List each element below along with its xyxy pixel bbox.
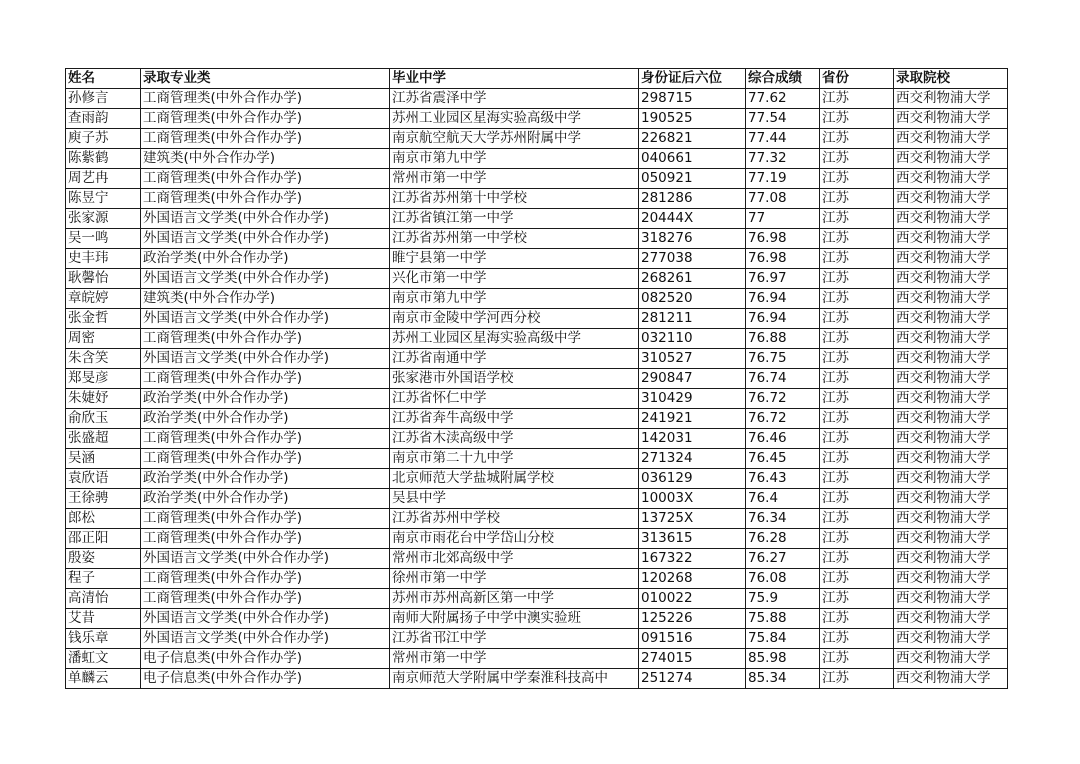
- cell-id-last-six: 268261: [639, 269, 746, 289]
- header-score: 综合成绩: [746, 69, 820, 89]
- cell-id-last-six: 310527: [639, 349, 746, 369]
- cell-major: 工商管理类(中外合作办学): [141, 529, 390, 549]
- cell-name: 郎松: [66, 509, 141, 529]
- cell-university: 西交利物浦大学: [894, 509, 1008, 529]
- cell-name: 俞欣玉: [66, 409, 141, 429]
- table-row: [66, 229, 1008, 249]
- cell-major: 外国语言文学类(中外合作办学): [141, 269, 390, 289]
- cell-university: 西交利物浦大学: [894, 529, 1008, 549]
- cell-major: 工商管理类(中外合作办学): [141, 369, 390, 389]
- cell-school: 南京市第九中学: [390, 149, 639, 169]
- cell-province: 江苏: [820, 489, 894, 509]
- cell-name: 袁欣语: [66, 469, 141, 489]
- cell-school: 江苏省镇江第一中学: [390, 209, 639, 229]
- cell-school: 南京市雨花台中学岱山分校: [390, 529, 639, 549]
- cell-major: 外国语言文学类(中外合作办学): [141, 209, 390, 229]
- cell-major: 工商管理类(中外合作办学): [141, 129, 390, 149]
- cell-school: 兴化市第一中学: [390, 269, 639, 289]
- cell-university: 西交利物浦大学: [894, 269, 1008, 289]
- table-row: [66, 649, 1008, 669]
- cell-name: 耿馨怡: [66, 269, 141, 289]
- cell-id-last-six: 281286: [639, 189, 746, 209]
- cell-name: 王徐骋: [66, 489, 141, 509]
- cell-province: 江苏: [820, 89, 894, 109]
- cell-id-last-six: 010022: [639, 589, 746, 609]
- cell-university: 西交利物浦大学: [894, 649, 1008, 669]
- cell-score: 76.94: [746, 309, 820, 329]
- cell-school: 常州市北郊高级中学: [390, 549, 639, 569]
- cell-id-last-six: 290847: [639, 369, 746, 389]
- header-name: 姓名: [66, 69, 141, 89]
- cell-province: 江苏: [820, 349, 894, 369]
- cell-name: 孙修言: [66, 89, 141, 109]
- cell-score: 76.08: [746, 569, 820, 589]
- table-row: [66, 329, 1008, 349]
- cell-school: 江苏省南通中学: [390, 349, 639, 369]
- cell-province: 江苏: [820, 649, 894, 669]
- cell-university: 西交利物浦大学: [894, 349, 1008, 369]
- cell-province: 江苏: [820, 669, 894, 689]
- cell-university: 西交利物浦大学: [894, 129, 1008, 149]
- header-university: 录取院校: [894, 69, 1008, 89]
- cell-id-last-six: 281211: [639, 309, 746, 329]
- cell-school: 南京师范大学附属中学秦淮科技高中: [390, 669, 639, 689]
- admission-list-sheet: [65, 68, 1007, 689]
- cell-school: 江苏省邗江中学: [390, 629, 639, 649]
- cell-id-last-six: 13725X: [639, 509, 746, 529]
- cell-major: 工商管理类(中外合作办学): [141, 109, 390, 129]
- table-row: [66, 669, 1008, 689]
- cell-score: 76.75: [746, 349, 820, 369]
- cell-school: 南师大附属扬子中学中澳实验班: [390, 609, 639, 629]
- cell-score: 76.72: [746, 389, 820, 409]
- cell-university: 西交利物浦大学: [894, 329, 1008, 349]
- cell-school: 常州市第一中学: [390, 649, 639, 669]
- cell-score: 75.88: [746, 609, 820, 629]
- cell-name: 吴涵: [66, 449, 141, 469]
- cell-name: 陈紫鹤: [66, 149, 141, 169]
- table-row: [66, 129, 1008, 149]
- cell-university: 西交利物浦大学: [894, 569, 1008, 589]
- admission-table: [65, 68, 1008, 689]
- cell-school: 江苏省奔牛高级中学: [390, 409, 639, 429]
- cell-id-last-six: 271324: [639, 449, 746, 469]
- cell-id-last-six: 20444X: [639, 209, 746, 229]
- cell-province: 江苏: [820, 509, 894, 529]
- cell-score: 75.84: [746, 629, 820, 649]
- table-row: [66, 609, 1008, 629]
- table-row: [66, 549, 1008, 569]
- cell-name: 邵正阳: [66, 529, 141, 549]
- cell-name: 郑旻彦: [66, 369, 141, 389]
- cell-school: 张家港市外国语学校: [390, 369, 639, 389]
- cell-province: 江苏: [820, 169, 894, 189]
- cell-school: 南京市金陵中学河西分校: [390, 309, 639, 329]
- cell-university: 西交利物浦大学: [894, 489, 1008, 509]
- header-id-last-six: 身份证后六位: [639, 69, 746, 89]
- cell-id-last-six: 313615: [639, 529, 746, 549]
- cell-province: 江苏: [820, 309, 894, 329]
- cell-school: 徐州市第一中学: [390, 569, 639, 589]
- table-row: [66, 429, 1008, 449]
- cell-score: 77.19: [746, 169, 820, 189]
- cell-id-last-six: 310429: [639, 389, 746, 409]
- cell-school: 吴县中学: [390, 489, 639, 509]
- cell-id-last-six: 274015: [639, 649, 746, 669]
- cell-university: 西交利物浦大学: [894, 669, 1008, 689]
- cell-id-last-six: 082520: [639, 289, 746, 309]
- cell-score: 76.98: [746, 229, 820, 249]
- cell-name: 高清怡: [66, 589, 141, 609]
- cell-score: 76.98: [746, 249, 820, 269]
- cell-major: 工商管理类(中外合作办学): [141, 169, 390, 189]
- table-row: [66, 309, 1008, 329]
- cell-major: 工商管理类(中外合作办学): [141, 589, 390, 609]
- cell-university: 西交利物浦大学: [894, 549, 1008, 569]
- cell-school: 南京市第二十九中学: [390, 449, 639, 469]
- cell-name: 史丰玮: [66, 249, 141, 269]
- cell-id-last-six: 050921: [639, 169, 746, 189]
- cell-name: 吴一鸣: [66, 229, 141, 249]
- cell-id-last-six: 298715: [639, 89, 746, 109]
- cell-province: 江苏: [820, 289, 894, 309]
- table-row: [66, 629, 1008, 649]
- cell-province: 江苏: [820, 189, 894, 209]
- cell-id-last-six: 120268: [639, 569, 746, 589]
- cell-school: 江苏省震泽中学: [390, 89, 639, 109]
- cell-province: 江苏: [820, 269, 894, 289]
- cell-major: 政治学类(中外合作办学): [141, 409, 390, 429]
- cell-name: 殷姿: [66, 549, 141, 569]
- cell-university: 西交利物浦大学: [894, 229, 1008, 249]
- cell-name: 周艺冉: [66, 169, 141, 189]
- cell-university: 西交利物浦大学: [894, 149, 1008, 169]
- table-row: [66, 529, 1008, 549]
- cell-school: 南京航空航天大学苏州附属中学: [390, 129, 639, 149]
- cell-school: 北京师范大学盐城附属学校: [390, 469, 639, 489]
- table-row: [66, 369, 1008, 389]
- cell-major: 外国语言文学类(中外合作办学): [141, 629, 390, 649]
- cell-score: 77: [746, 209, 820, 229]
- cell-name: 庾子苏: [66, 129, 141, 149]
- cell-university: 西交利物浦大学: [894, 309, 1008, 329]
- cell-major: 政治学类(中外合作办学): [141, 489, 390, 509]
- cell-province: 江苏: [820, 209, 894, 229]
- cell-id-last-six: 190525: [639, 109, 746, 129]
- cell-score: 85.98: [746, 649, 820, 669]
- cell-score: 76.97: [746, 269, 820, 289]
- cell-id-last-six: 251274: [639, 669, 746, 689]
- cell-university: 西交利物浦大学: [894, 449, 1008, 469]
- table-row: [66, 409, 1008, 429]
- table-row: [66, 89, 1008, 109]
- cell-score: 77.62: [746, 89, 820, 109]
- cell-university: 西交利物浦大学: [894, 469, 1008, 489]
- cell-id-last-six: 142031: [639, 429, 746, 449]
- cell-province: 江苏: [820, 569, 894, 589]
- cell-major: 政治学类(中外合作办学): [141, 469, 390, 489]
- cell-id-last-six: 226821: [639, 129, 746, 149]
- cell-university: 西交利物浦大学: [894, 249, 1008, 269]
- cell-id-last-six: 10003X: [639, 489, 746, 509]
- cell-name: 周密: [66, 329, 141, 349]
- cell-score: 77.32: [746, 149, 820, 169]
- cell-province: 江苏: [820, 249, 894, 269]
- cell-score: 76.28: [746, 529, 820, 549]
- cell-name: 章皖婷: [66, 289, 141, 309]
- cell-major: 政治学类(中外合作办学): [141, 389, 390, 409]
- table-row: [66, 509, 1008, 529]
- cell-university: 西交利物浦大学: [894, 109, 1008, 129]
- table-row: [66, 189, 1008, 209]
- cell-name: 钱乐章: [66, 629, 141, 649]
- cell-school: 江苏省苏州中学校: [390, 509, 639, 529]
- cell-score: 76.4: [746, 489, 820, 509]
- cell-school: 南京市第九中学: [390, 289, 639, 309]
- table-body: [66, 89, 1008, 689]
- cell-school: 苏州工业园区星海实验高级中学: [390, 109, 639, 129]
- table-row: [66, 569, 1008, 589]
- header-school: 毕业中学: [390, 69, 639, 89]
- table-row: [66, 169, 1008, 189]
- cell-university: 西交利物浦大学: [894, 609, 1008, 629]
- cell-school: 江苏省苏州第十中学校: [390, 189, 639, 209]
- cell-name: 张金哲: [66, 309, 141, 329]
- cell-school: 江苏省怀仁中学: [390, 389, 639, 409]
- cell-major: 工商管理类(中外合作办学): [141, 189, 390, 209]
- table-row: [66, 289, 1008, 309]
- table-row: [66, 589, 1008, 609]
- cell-province: 江苏: [820, 369, 894, 389]
- cell-name: 朱婕妤: [66, 389, 141, 409]
- cell-major: 工商管理类(中外合作办学): [141, 329, 390, 349]
- cell-id-last-six: 091516: [639, 629, 746, 649]
- cell-score: 76.72: [746, 409, 820, 429]
- cell-name: 陈昱宁: [66, 189, 141, 209]
- cell-university: 西交利物浦大学: [894, 629, 1008, 649]
- table-row: [66, 449, 1008, 469]
- cell-major: 工商管理类(中外合作办学): [141, 89, 390, 109]
- cell-university: 西交利物浦大学: [894, 169, 1008, 189]
- cell-province: 江苏: [820, 109, 894, 129]
- cell-major: 外国语言文学类(中外合作办学): [141, 609, 390, 629]
- cell-province: 江苏: [820, 429, 894, 449]
- cell-id-last-six: 125226: [639, 609, 746, 629]
- cell-major: 外国语言文学类(中外合作办学): [141, 349, 390, 369]
- cell-major: 电子信息类(中外合作办学): [141, 669, 390, 689]
- table-row: [66, 349, 1008, 369]
- cell-major: 政治学类(中外合作办学): [141, 249, 390, 269]
- cell-score: 75.9: [746, 589, 820, 609]
- cell-province: 江苏: [820, 629, 894, 649]
- header-province: 省份: [820, 69, 894, 89]
- cell-name: 张家源: [66, 209, 141, 229]
- cell-university: 西交利物浦大学: [894, 589, 1008, 609]
- cell-id-last-six: 241921: [639, 409, 746, 429]
- cell-province: 江苏: [820, 389, 894, 409]
- cell-province: 江苏: [820, 589, 894, 609]
- cell-school: 睢宁县第一中学: [390, 249, 639, 269]
- cell-university: 西交利物浦大学: [894, 89, 1008, 109]
- table-row: [66, 109, 1008, 129]
- cell-id-last-six: 318276: [639, 229, 746, 249]
- cell-id-last-six: 036129: [639, 469, 746, 489]
- cell-id-last-six: 277038: [639, 249, 746, 269]
- cell-major: 建筑类(中外合作办学): [141, 289, 390, 309]
- table-row: [66, 269, 1008, 289]
- cell-name: 查雨韵: [66, 109, 141, 129]
- cell-id-last-six: 040661: [639, 149, 746, 169]
- cell-name: 艾昔: [66, 609, 141, 629]
- cell-university: 西交利物浦大学: [894, 189, 1008, 209]
- cell-university: 西交利物浦大学: [894, 409, 1008, 429]
- cell-province: 江苏: [820, 529, 894, 549]
- cell-score: 77.54: [746, 109, 820, 129]
- cell-score: 76.34: [746, 509, 820, 529]
- cell-major: 工商管理类(中外合作办学): [141, 509, 390, 529]
- cell-name: 朱含笑: [66, 349, 141, 369]
- header-row: [66, 69, 1008, 89]
- cell-university: 西交利物浦大学: [894, 209, 1008, 229]
- cell-university: 西交利物浦大学: [894, 429, 1008, 449]
- cell-university: 西交利物浦大学: [894, 389, 1008, 409]
- cell-province: 江苏: [820, 149, 894, 169]
- cell-province: 江苏: [820, 449, 894, 469]
- cell-school: 常州市第一中学: [390, 169, 639, 189]
- cell-province: 江苏: [820, 549, 894, 569]
- table-row: [66, 249, 1008, 269]
- cell-school: 苏州工业园区星海实验高级中学: [390, 329, 639, 349]
- cell-province: 江苏: [820, 469, 894, 489]
- cell-score: 76.45: [746, 449, 820, 469]
- cell-major: 工商管理类(中外合作办学): [141, 449, 390, 469]
- table-row: [66, 489, 1008, 509]
- cell-score: 76.94: [746, 289, 820, 309]
- cell-name: 程子: [66, 569, 141, 589]
- table-row: [66, 469, 1008, 489]
- cell-major: 外国语言文学类(中外合作办学): [141, 309, 390, 329]
- cell-score: 76.27: [746, 549, 820, 569]
- cell-province: 江苏: [820, 329, 894, 349]
- cell-university: 西交利物浦大学: [894, 369, 1008, 389]
- cell-name: 潘虹文: [66, 649, 141, 669]
- cell-name: 单麟云: [66, 669, 141, 689]
- table-row: [66, 149, 1008, 169]
- cell-school: 江苏省苏州第一中学校: [390, 229, 639, 249]
- cell-score: 77.44: [746, 129, 820, 149]
- cell-name: 张盛超: [66, 429, 141, 449]
- cell-major: 电子信息类(中外合作办学): [141, 649, 390, 669]
- cell-university: 西交利物浦大学: [894, 289, 1008, 309]
- table-row: [66, 209, 1008, 229]
- cell-province: 江苏: [820, 129, 894, 149]
- cell-province: 江苏: [820, 609, 894, 629]
- cell-province: 江苏: [820, 409, 894, 429]
- cell-score: 76.74: [746, 369, 820, 389]
- cell-major: 工商管理类(中外合作办学): [141, 569, 390, 589]
- cell-major: 外国语言文学类(中外合作办学): [141, 549, 390, 569]
- cell-major: 外国语言文学类(中外合作办学): [141, 229, 390, 249]
- cell-score: 76.46: [746, 429, 820, 449]
- cell-major: 建筑类(中外合作办学): [141, 149, 390, 169]
- cell-school: 江苏省木渎高级中学: [390, 429, 639, 449]
- cell-id-last-six: 167322: [639, 549, 746, 569]
- cell-score: 76.43: [746, 469, 820, 489]
- cell-province: 江苏: [820, 229, 894, 249]
- cell-score: 77.08: [746, 189, 820, 209]
- cell-major: 工商管理类(中外合作办学): [141, 429, 390, 449]
- cell-school: 苏州市苏州高新区第一中学: [390, 589, 639, 609]
- cell-id-last-six: 032110: [639, 329, 746, 349]
- header-major: 录取专业类: [141, 69, 390, 89]
- cell-score: 76.88: [746, 329, 820, 349]
- table-row: [66, 389, 1008, 409]
- cell-score: 85.34: [746, 669, 820, 689]
